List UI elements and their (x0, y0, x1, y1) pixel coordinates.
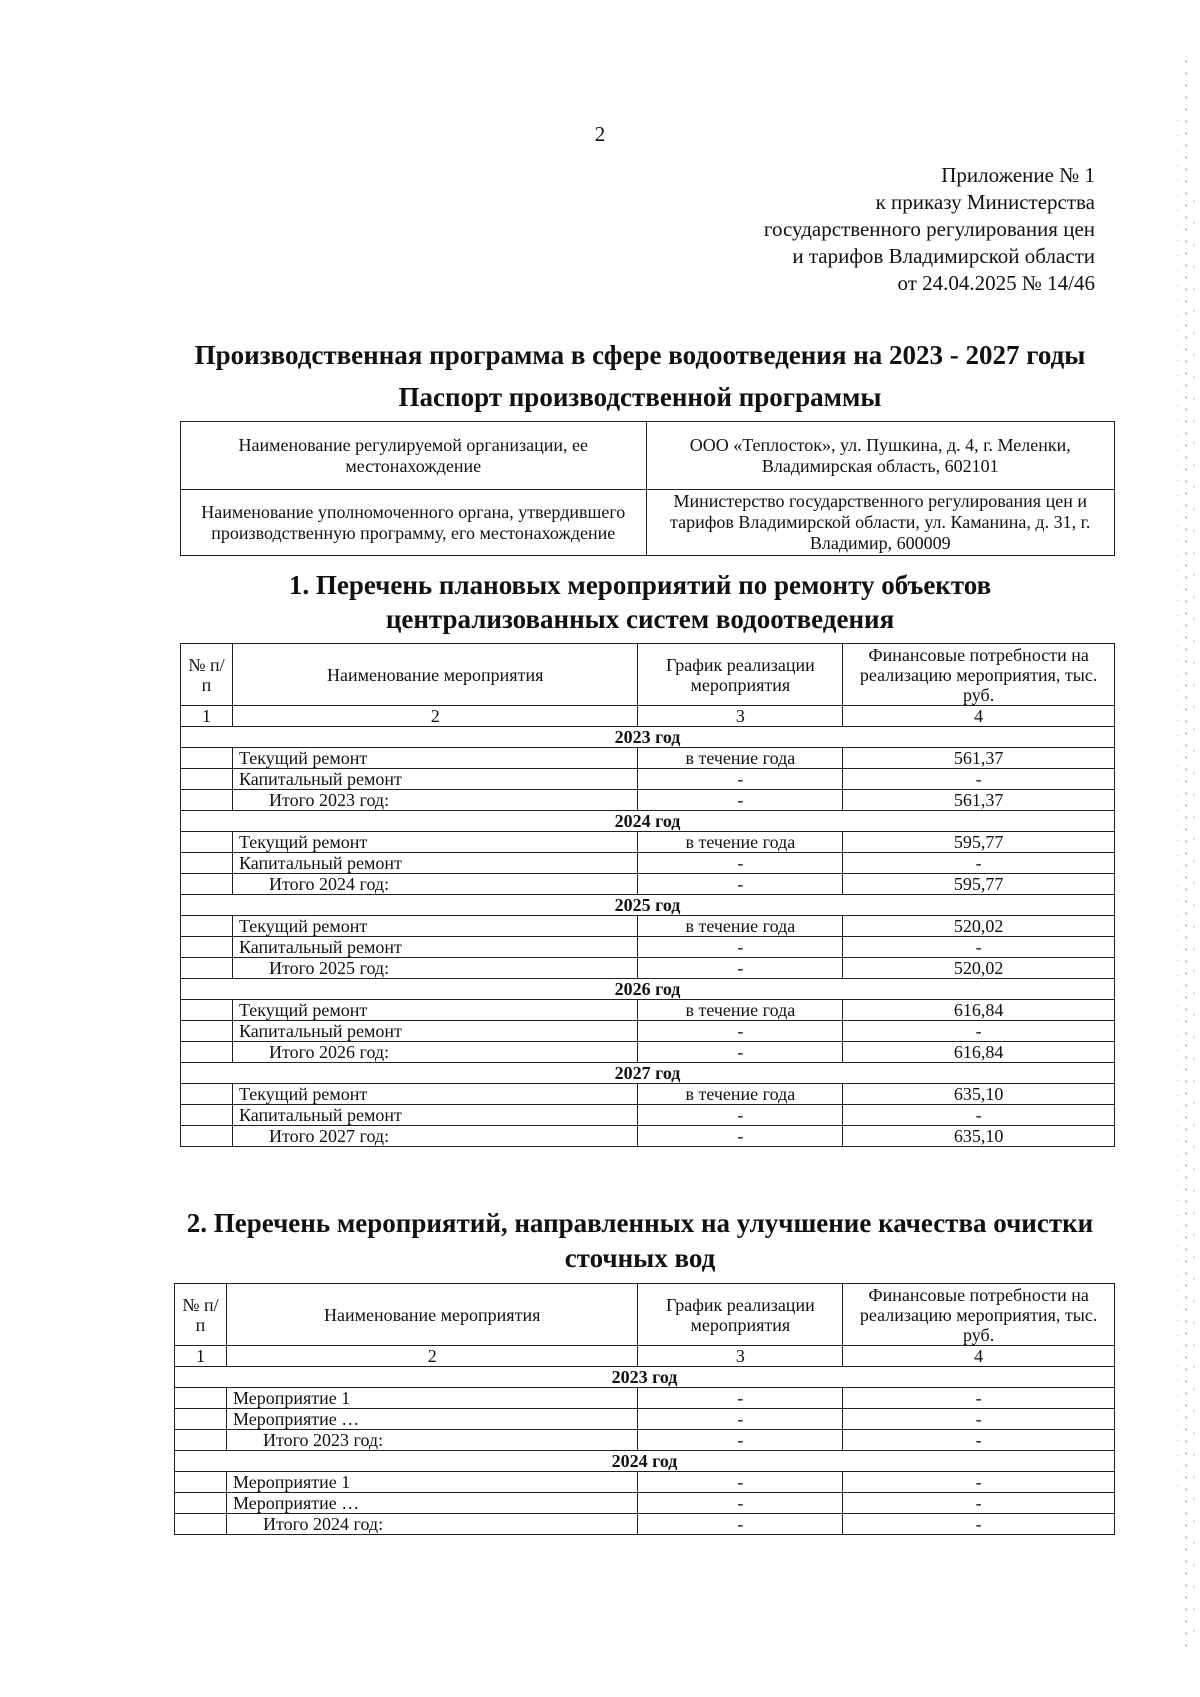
year-label: 2025 год (181, 895, 1115, 916)
year-row (181, 1063, 1115, 1084)
row-number-cell (181, 832, 233, 853)
measure-schedule: - (638, 1493, 843, 1514)
table-header-row (181, 644, 1115, 706)
column-header: № п/п (175, 1284, 227, 1346)
passport-value: ООО «Теплосток», ул. Пушкина, д. 4, г. Меленки, Владимирская область, 602101 (646, 422, 1115, 490)
passport-table (180, 421, 1115, 556)
measure-schedule: в течение года (638, 832, 843, 853)
table-row (181, 832, 1115, 853)
measure-amount: - (843, 853, 1115, 874)
row-number-cell (181, 1084, 233, 1105)
row-number-cell (181, 958, 233, 979)
wastewater-measures-table (174, 1283, 1115, 1535)
column-number: 1 (181, 706, 233, 727)
measure-name: Мероприятие 1 (226, 1388, 637, 1409)
measure-name: Итого 2023 год: (232, 790, 637, 811)
passport-row (181, 422, 1115, 490)
row-number-cell (181, 790, 233, 811)
column-header: Наименование мероприятия (226, 1284, 637, 1346)
year-row (181, 979, 1115, 1000)
row-number-cell (181, 1000, 233, 1021)
section2-title-line1: 2. Перечень мероприятий, направленных на улучшение качества очистки (186, 1208, 1094, 1238)
measure-amount: 616,84 (843, 1042, 1115, 1063)
year-row (181, 895, 1115, 916)
measure-schedule: - (638, 958, 843, 979)
measure-amount: - (843, 1493, 1115, 1514)
measure-amount: 561,37 (843, 748, 1115, 769)
table-row (181, 1000, 1115, 1021)
row-number-cell (181, 937, 233, 958)
appendix-line: и тарифов Владимирской области (792, 244, 1095, 268)
column-header: Финансовые потребности на реализацию мероприятия, тыс. руб. (843, 644, 1115, 706)
measure-amount: - (843, 937, 1115, 958)
row-number-cell (175, 1493, 227, 1514)
measure-schedule: - (638, 790, 843, 811)
column-header: Финансовые потребности на реализацию мероприятия, тыс. руб. (843, 1284, 1115, 1346)
section2-title-line2: сточных вод (564, 1243, 716, 1273)
measure-name: Итого 2026 год: (232, 1042, 637, 1063)
measure-name: Капитальный ремонт (232, 853, 637, 874)
measure-name: Итого 2023 год: (226, 1430, 637, 1451)
measure-name: Текущий ремонт (232, 916, 637, 937)
measure-schedule: - (638, 769, 843, 790)
table-row (181, 1105, 1115, 1126)
row-number-cell (181, 1042, 233, 1063)
table-row (181, 874, 1115, 895)
column-number-row (181, 706, 1115, 727)
measure-name: Текущий ремонт (232, 1000, 637, 1021)
table-row (175, 1430, 1115, 1451)
measure-schedule: - (638, 1105, 843, 1126)
year-label: 2027 год (181, 1063, 1115, 1084)
measure-amount: - (843, 1105, 1115, 1126)
measure-schedule: - (638, 1021, 843, 1042)
measure-amount: 520,02 (843, 958, 1115, 979)
table-row (181, 853, 1115, 874)
measure-name: Итого 2024 год: (226, 1514, 637, 1535)
measure-schedule: - (638, 937, 843, 958)
repair-measures-table (180, 643, 1115, 1147)
appendix-line: от 24.04.2025 № 14/46 (897, 271, 1095, 295)
section1-title-line2: централизованных систем водоотведения (385, 604, 895, 634)
measure-amount: - (843, 769, 1115, 790)
year-label: 2024 год (175, 1451, 1115, 1472)
row-number-cell (175, 1472, 227, 1493)
year-row (175, 1367, 1115, 1388)
measure-name: Капитальный ремонт (232, 1105, 637, 1126)
scan-edge-noise (1110, 0, 1200, 1697)
measure-amount: - (843, 1472, 1115, 1493)
passport-label: Наименование уполномоченного органа, утвердившего производственную программу, его местонахождение (181, 490, 647, 556)
measure-name: Капитальный ремонт (232, 937, 637, 958)
measure-schedule: - (638, 1409, 843, 1430)
row-number-cell (175, 1514, 227, 1535)
column-header: Наименование мероприятия (232, 644, 637, 706)
passport-row (181, 490, 1115, 556)
column-number: 2 (226, 1346, 637, 1367)
table-row (181, 937, 1115, 958)
table-row (181, 1021, 1115, 1042)
measure-schedule: - (638, 1388, 843, 1409)
measure-amount: 561,37 (843, 790, 1115, 811)
column-number: 3 (638, 706, 843, 727)
table-row (175, 1472, 1115, 1493)
table-row (181, 958, 1115, 979)
row-number-cell (181, 916, 233, 937)
measure-name: Текущий ремонт (232, 832, 637, 853)
row-number-cell (175, 1409, 227, 1430)
measure-schedule: в течение года (638, 748, 843, 769)
measure-name: Текущий ремонт (232, 1084, 637, 1105)
measure-amount: 616,84 (843, 1000, 1115, 1021)
measure-name: Мероприятие 1 (226, 1472, 637, 1493)
measure-name: Итого 2027 год: (232, 1126, 637, 1147)
row-number-cell (181, 1021, 233, 1042)
measure-schedule: - (638, 1126, 843, 1147)
measure-amount: 595,77 (843, 874, 1115, 895)
table-row (181, 790, 1115, 811)
measure-schedule: - (638, 853, 843, 874)
year-label: 2026 год (181, 979, 1115, 1000)
page-number: 2 (594, 122, 606, 146)
measure-name: Текущий ремонт (232, 748, 637, 769)
measure-amount: - (843, 1514, 1115, 1535)
measure-amount: 520,02 (843, 916, 1115, 937)
table-row (175, 1493, 1115, 1514)
table-row (181, 748, 1115, 769)
row-number-cell (181, 769, 233, 790)
passport-title: Паспорт производственной программы (398, 382, 882, 412)
measure-name: Итого 2024 год: (232, 874, 637, 895)
column-header: № п/п (181, 644, 233, 706)
program-title: Производственная программа в сфере водоотведения на 2023 - 2027 годы (194, 340, 1086, 370)
table-row (181, 1042, 1115, 1063)
column-number: 1 (175, 1346, 227, 1367)
year-label: 2024 год (181, 811, 1115, 832)
column-number: 3 (638, 1346, 843, 1367)
table-row (175, 1514, 1115, 1535)
appendix-block (764, 162, 1095, 297)
row-number-cell (181, 748, 233, 769)
measure-name: Капитальный ремонт (232, 769, 637, 790)
table-row (181, 916, 1115, 937)
measure-name: Мероприятие … (226, 1409, 637, 1430)
row-number-cell (181, 853, 233, 874)
year-label: 2023 год (181, 727, 1115, 748)
table-row (175, 1388, 1115, 1409)
table-row (175, 1409, 1115, 1430)
measure-amount: 595,77 (843, 832, 1115, 853)
appendix-line: к приказу Министерства (875, 190, 1095, 214)
table-row (181, 1084, 1115, 1105)
column-header: График реализации мероприятия (638, 644, 843, 706)
row-number-cell (181, 874, 233, 895)
column-number: 4 (843, 1346, 1115, 1367)
measure-schedule: в течение года (638, 1084, 843, 1105)
year-label: 2023 год (175, 1367, 1115, 1388)
row-number-cell (181, 1126, 233, 1147)
passport-value: Министерство государственного регулирования цен и тарифов Владимирской области, ул. Каманина, д. 31, г. Владимир, 600009 (646, 490, 1115, 556)
appendix-line: Приложение № 1 (941, 163, 1095, 187)
column-number: 2 (232, 706, 637, 727)
measure-schedule: в течение года (638, 1000, 843, 1021)
column-number: 4 (843, 706, 1115, 727)
appendix-line: государственного регулирования цен (763, 217, 1095, 241)
measure-amount: - (843, 1430, 1115, 1451)
measure-amount: - (843, 1409, 1115, 1430)
year-row (181, 727, 1115, 748)
row-number-cell (175, 1430, 227, 1451)
measure-amount: - (843, 1021, 1115, 1042)
measure-amount: - (843, 1388, 1115, 1409)
measure-name: Итого 2025 год: (232, 958, 637, 979)
column-header: График реализации мероприятия (638, 1284, 843, 1346)
measure-amount: 635,10 (843, 1084, 1115, 1105)
year-row (175, 1451, 1115, 1472)
measure-schedule: - (638, 874, 843, 895)
row-number-cell (181, 1105, 233, 1126)
measure-schedule: в течение года (638, 916, 843, 937)
section1-title-line1: 1. Перечень плановых мероприятий по ремонту объектов (288, 570, 992, 600)
row-number-cell (175, 1388, 227, 1409)
measure-schedule: - (638, 1430, 843, 1451)
table-header-row (175, 1284, 1115, 1346)
column-number-row (175, 1346, 1115, 1367)
table-row (181, 1126, 1115, 1147)
measure-amount: 635,10 (843, 1126, 1115, 1147)
measure-name: Капитальный ремонт (232, 1021, 637, 1042)
table-row (181, 769, 1115, 790)
year-row (181, 811, 1115, 832)
passport-label: Наименование регулируемой организации, ее местонахождение (181, 422, 647, 490)
measure-schedule: - (638, 1042, 843, 1063)
measure-name: Мероприятие … (226, 1493, 637, 1514)
measure-schedule: - (638, 1514, 843, 1535)
measure-schedule: - (638, 1472, 843, 1493)
